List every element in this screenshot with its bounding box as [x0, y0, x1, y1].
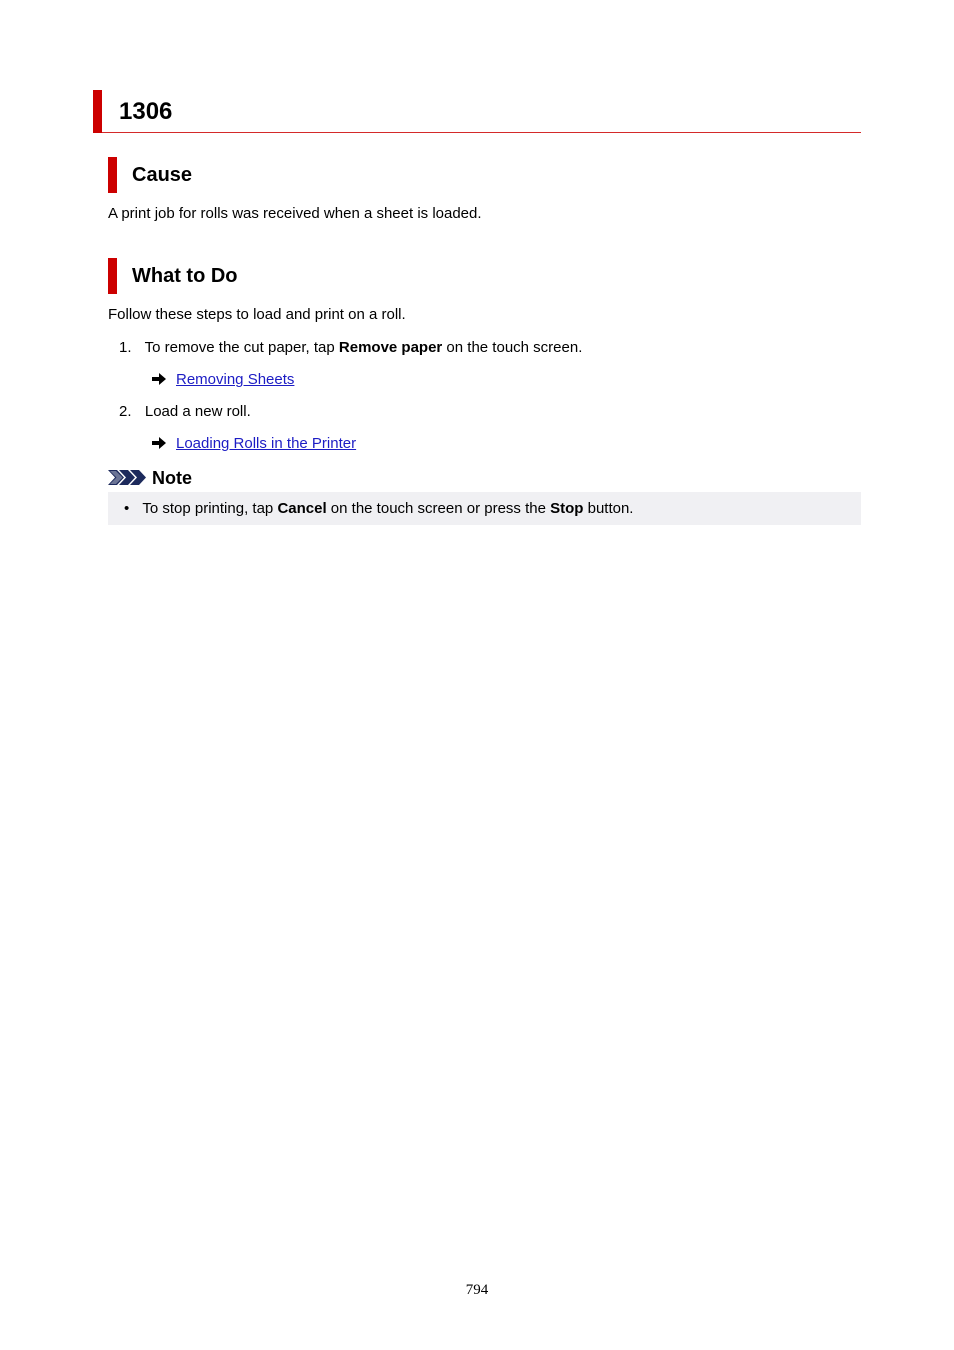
cause-text: A print job for rolls was received when a sheet is loaded.	[108, 205, 482, 222]
title-accent-bar	[93, 90, 102, 133]
right-arrow-icon	[152, 373, 166, 385]
page-number: 794	[465, 1282, 489, 1298]
step-1-link-row	[152, 371, 294, 389]
step-2	[119, 403, 251, 421]
bullet: •	[124, 500, 130, 517]
what-to-do-heading-text: What to Do	[132, 265, 238, 287]
page-title	[93, 90, 861, 133]
right-arrow-icon	[152, 437, 166, 449]
removing-sheets-link[interactable]: Removing Sheets	[176, 371, 295, 388]
what-to-do-accent-bar	[108, 258, 117, 294]
note-text: To stop printing, tap	[142, 500, 278, 517]
note-item	[124, 500, 633, 518]
cause-accent-bar	[108, 157, 117, 193]
step-number: 2.	[119, 403, 132, 420]
note-heading-text: Note	[152, 468, 192, 488]
step-bold-term: Remove paper	[338, 339, 443, 356]
note-text: on the touch screen or press the	[326, 500, 551, 517]
what-to-do-intro: Follow these steps to load and print on a roll.	[108, 306, 406, 323]
step-1	[119, 339, 582, 357]
note-text: button.	[583, 500, 634, 517]
step-number: 1.	[119, 339, 132, 356]
note-chevrons-icon	[108, 470, 148, 485]
loading-rolls-link[interactable]: Loading Rolls in the Printer	[176, 435, 357, 452]
step-2-link-row	[152, 435, 356, 453]
cause-heading-text: Cause	[132, 164, 193, 186]
note-bold-term: Stop	[550, 500, 584, 517]
step-text: on the touch screen.	[442, 339, 583, 356]
note-box	[108, 492, 861, 525]
note-bold-term: Cancel	[277, 500, 327, 517]
step-text: Load a new roll.	[144, 403, 251, 420]
page-title-text: 1306	[119, 98, 173, 125]
step-text: To remove the cut paper, tap	[144, 339, 339, 356]
